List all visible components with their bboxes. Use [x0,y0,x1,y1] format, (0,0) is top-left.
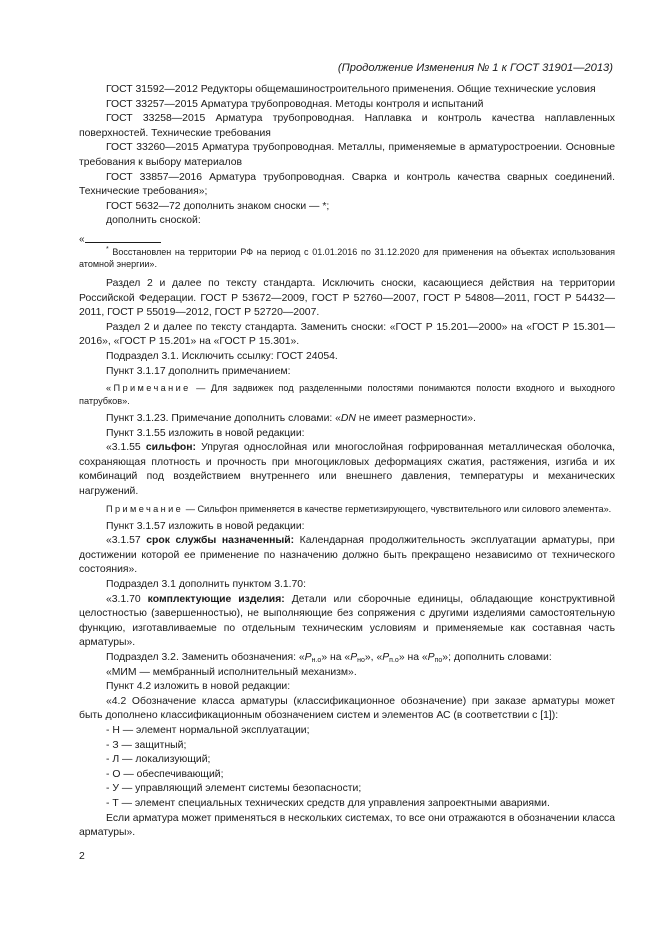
paragraph-section2-footnotes: Раздел 2 и далее по тексту стандарта. Исключить сноски, касающиеся действия на территории Российской Федерации. ГОСТ Р 53672—2009, ГОСТ Р 52760—2007, ГОСТ Р 54808—2011, ГОСТ Р 54432—2011, ГОСТ Р 55019—2012, ГОСТ Р 52720—2007. [79,277,615,319]
list-item: - Т — элемент специальных технических средств для управления запроектными авариями. [106,797,550,809]
paragraph-add-footnote: дополнить сноской: [106,215,201,227]
paragraph-3-1-57-intro: Пункт 3.1.57 изложить в новой редакции: [106,520,305,532]
term: сильфон: [145,442,197,454]
paragraph-class-multiple-systems: Если арматура может применяться в нескольких системах, то все они отражаются в обозначении класса арматуры». [79,812,615,839]
paragraph-subsection-3-1: Подраздел 3.1. Исключить ссылку: ГОСТ 24054. [106,350,338,362]
note-label: Примечание [106,503,184,514]
text-fragment: »; дополнить словами: [442,652,552,663]
footnote-body: Восстановлен на территории РФ на период с 01.01.2016 по 31.12.2020 для применения на объектах использования атомной энергии». [79,246,615,270]
clause-number: «3.1.55 [106,442,146,454]
paragraph-3-1-57 [79,534,615,578]
text-fragment: не имеет размерности». [355,413,476,425]
dn-symbol: DN [340,413,356,425]
note-label: «Примечание [106,383,191,394]
note-text: — Для задвижек под разделенными полостями понимаются полости входного и выходного патрубков». [79,383,615,407]
symbol: Р [427,652,435,663]
text-fragment: Подраздел 3.2. Заменить обозначения: « [106,652,305,663]
paragraph-gost-31592: ГОСТ 31592—2012 Редукторы общемашиностроительного применения. Общие технические условия [106,84,596,95]
definition: Детали или сборочные единицы, обладающие конструктивной целостностью (завершенностью), не выполняющие без сопряжения с другими изделиями самостоятельную функцию, изготавливаемые по отдельным техническим условиям и применяемые как составная часть арматуры». [79,593,616,649]
note-text: — Сильфон применяется в качестве герметизирующего, чувствительного или силового элемента». [183,503,612,514]
text-fragment: Пункт 3.1.23. Примечание дополнить словами: « [106,413,341,425]
paragraph-3-1-55 [79,441,615,499]
subscript: но [357,657,365,664]
list-item: - Л — локализующий; [106,754,211,766]
paragraph-section2-replace: Раздел 2 и далее по тексту стандарта. Заменить сноски: «ГОСТ Р 15.201—2000» на «ГОСТ Р 15.301—2016», «ГОСТ Р 15.201» на «ГОСТ Р 15.301». [79,321,615,348]
list-item: - Н — элемент нормальной эксплуатации; [106,724,310,736]
list-item: - З — защитный; [106,739,187,751]
paragraph-gost-33857: ГОСТ 33857—2016 Арматура трубопроводная. Сварка и контроль качества сварных соединений. Технические требования»; [79,171,615,198]
footnote-text [79,246,615,271]
symbol: Р [304,652,312,663]
symbol: Р [382,652,390,663]
term: срок службы назначенный: [146,535,295,547]
term: комплектующие изделия: [147,593,285,605]
footnote-mark: * [106,245,109,253]
symbol: Р [350,652,358,663]
list-item: - У — управляющий элемент системы безопасности; [106,783,362,795]
paragraph-4-2-intro: Пункт 4.2 изложить в новой редакции: [106,681,291,693]
paragraph-subsection-3-2 [79,651,615,666]
definition: Упругая однослойная или многослойная гофрированная металлическая оболочка, сохраняющая плотность и прочность при многоцикловых деформациях сжатия, растяжения, изгиба и их комбинаций под воздействием внутреннего или внешнего давления, температуры и механических нагружений. [79,442,616,498]
paragraph-3-1-70-intro: Подраздел 3.1 дополнить пунктом 3.1.70: [106,579,306,591]
document-body [79,83,615,841]
paragraph-4-2: «4.2 Обозначение класса арматуры (классификационное обозначение) при заказе арматуры может быть дополнено классификационным обозначением систем и элементов АС (в соответствии с [1]): [79,695,615,722]
paragraph-3-1-23 [79,412,615,427]
paragraph-3-1-17: Пункт 3.1.17 дополнить примечанием: [106,365,291,377]
note-3-1-17 [79,382,615,408]
footnote-open-quote: « [79,233,85,245]
note-3-1-55 [79,503,615,516]
paragraph-mim: «МИМ — мембранный исполнительный механизм». [106,666,357,678]
text-fragment: » на « [321,652,351,663]
subscript: п.о [389,657,399,664]
paragraph-3-1-70 [79,593,615,651]
page-header: (Продолжение Изменения № 1 к ГОСТ 31901—2013) [337,62,613,74]
list-item: - О — обеспечивающий; [106,768,224,780]
subscript: н.о [311,657,322,664]
paragraph-3-1-55-intro: Пункт 3.1.55 изложить в новой редакции: [106,427,305,439]
page-number: 2 [79,851,85,862]
footnote-rule [85,242,161,243]
paragraph-gost-33258: ГОСТ 33258—2015 Арматура трубопроводная. Наплавка и контроль качества наплавленных поверхностей. Технические требования [79,113,615,139]
paragraph-gost-33257: ГОСТ 33257—2015 Арматура трубопроводная. Методы контроля и испытаний [106,98,484,110]
text-fragment: », « [364,652,383,663]
paragraph-gost-33260: ГОСТ 33260—2015 Арматура трубопроводная. Металлы, применяемые в арматуростроении. Основные требования к выбору материалов [79,142,615,168]
clause-number: «3.1.70 [106,593,148,605]
footnote-separator [79,233,615,246]
text-fragment: » на « [398,652,428,663]
definition: Календарная продолжительность эксплуатации арматуры, при достижении которой ее применение по назначению должно быть прекращено независимо от технического состояния». [79,535,615,576]
subscript: по [434,657,443,664]
clause-number: «3.1.57 [106,535,147,547]
paragraph-gost-5632: ГОСТ 5632—72 дополнить знаком сноски — *; [106,200,330,212]
